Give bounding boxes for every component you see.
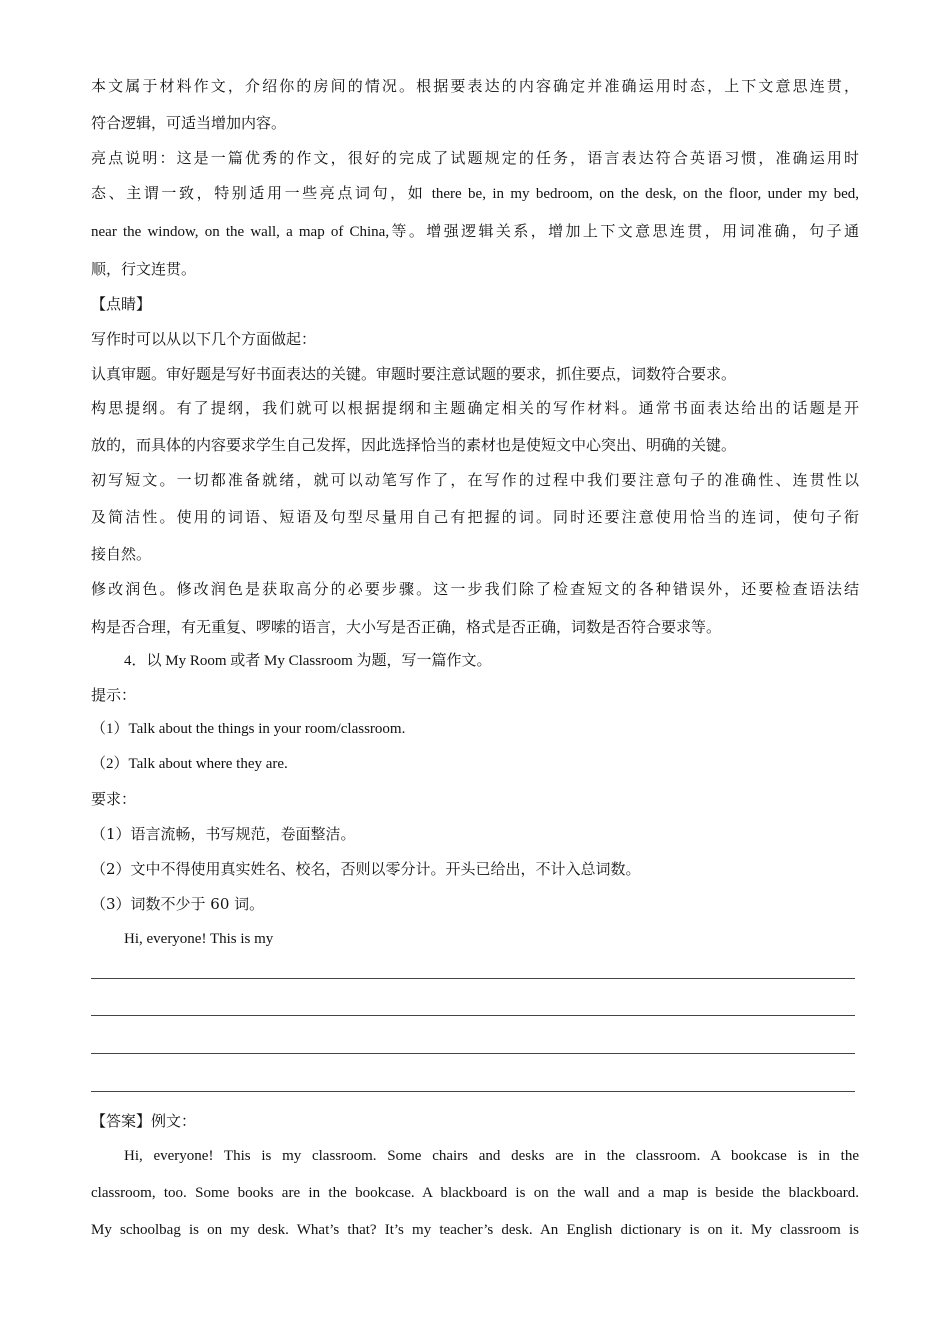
hint-1: （1）Talk about the things in your room/classroom. <box>91 721 406 737</box>
highlight-line-2: 态、主谓一致，特别适用一些亮点词句，如 there be, in my bedroom, on the desk, on the floor, under my bed, <box>91 186 859 202</box>
hint-2: （2）Talk about where they are. <box>91 756 288 772</box>
tip-polish-line-1: 修改润色。修改润色是获取高分的必要步骤。这一步我们除了检查短文的各种错误外，还要检查语法结 <box>91 580 859 598</box>
question-4-title: 4．以 My Room 或者 My Classroom 为题，写一篇作文。 <box>124 653 492 669</box>
hints-label: 提示： <box>91 686 137 704</box>
tip-polish-line-2: 构是否合理，有无重复、啰嗦的语言，大小写是否正确，格式是否正确，词数是否符合要求等。 <box>91 618 722 636</box>
analysis-line-2: 符合逻辑，可适当增加内容。 <box>91 114 287 132</box>
requirement-2: （2）文中不得使用真实姓名、校名，否则以零分计。开头已给出，不计入总词数。 <box>91 860 641 878</box>
answer-line-3 <box>91 1053 855 1054</box>
highlight-line-1: 亮点说明：这是一篇优秀的作文，很好的完成了试题规定的任务，语言表达符合英语习惯，准确运用时 <box>91 149 859 167</box>
highlight-line-4: 顺，行文连贯。 <box>91 260 197 278</box>
tip-draft-line-2: 及简洁性。使用的词语、短语及句型尽量用自己有把握的词。同时还要注意使用恰当的连词，使句子衔 <box>91 508 859 526</box>
tip-draft-line-3: 接自然。 <box>91 545 152 563</box>
sample-essay-line-1: Hi, everyone! This is my classroom. Some chairs and desks are in the classroom. A bookcase is in the <box>124 1148 859 1164</box>
section-heading-dianjing: 【点睛】 <box>91 295 152 313</box>
answer-heading: 【答案】例文： <box>91 1112 197 1130</box>
tip-outline-line-1: 构思提纲。有了提纲，我们就可以根据提纲和主题确定相关的写作材料。通常书面表达给出的话题是开 <box>91 399 859 417</box>
essay-opening: Hi, everyone! This is my <box>124 931 274 947</box>
requirement-3: （3）词数不少于 60 词。 <box>91 895 265 913</box>
sample-essay-line-2: classroom, too. Some books are in the bookcase. A blackboard is on the wall and a map is beside the blackboard. <box>91 1185 859 1201</box>
requirements-label: 要求： <box>91 790 137 808</box>
tip-review-question: 认真审题。审好题是写好书面表达的关键。审题时要注意试题的要求，抓住要点，词数符合要求。 <box>91 365 737 383</box>
answer-line-4 <box>91 1091 855 1092</box>
sample-essay-line-3: My schoolbag is on my desk. What’s that? It’s my teacher’s desk. An English dictionary is on it. My classroom is <box>91 1222 859 1238</box>
tip-outline-line-2: 放的，而具体的内容要求学生自己发挥，因此选择恰当的素材也是使短文中心突出、明确的关键。 <box>91 436 737 454</box>
analysis-line-1: 本文属于材料作文，介绍你的房间的情况。根据要表达的内容确定并准确运用时态，上下文意思连贯， <box>91 77 859 95</box>
answer-line-2 <box>91 1015 855 1016</box>
tips-intro: 写作时可以从以下几个方面做起： <box>91 330 317 348</box>
tip-draft-line-1: 初写短文。一切都准备就绪，就可以动笔写作了，在写作的过程中我们要注意句子的准确性、连贯性以 <box>91 471 859 489</box>
highlight-line-3: near the window, on the wall, a map of China,等。增强逻辑关系，增加上下文意思连贯，用词准确，句子通 <box>91 224 859 240</box>
requirement-1: （1）语言流畅，书写规范，卷面整洁。 <box>91 825 356 843</box>
answer-line-1 <box>91 978 855 979</box>
